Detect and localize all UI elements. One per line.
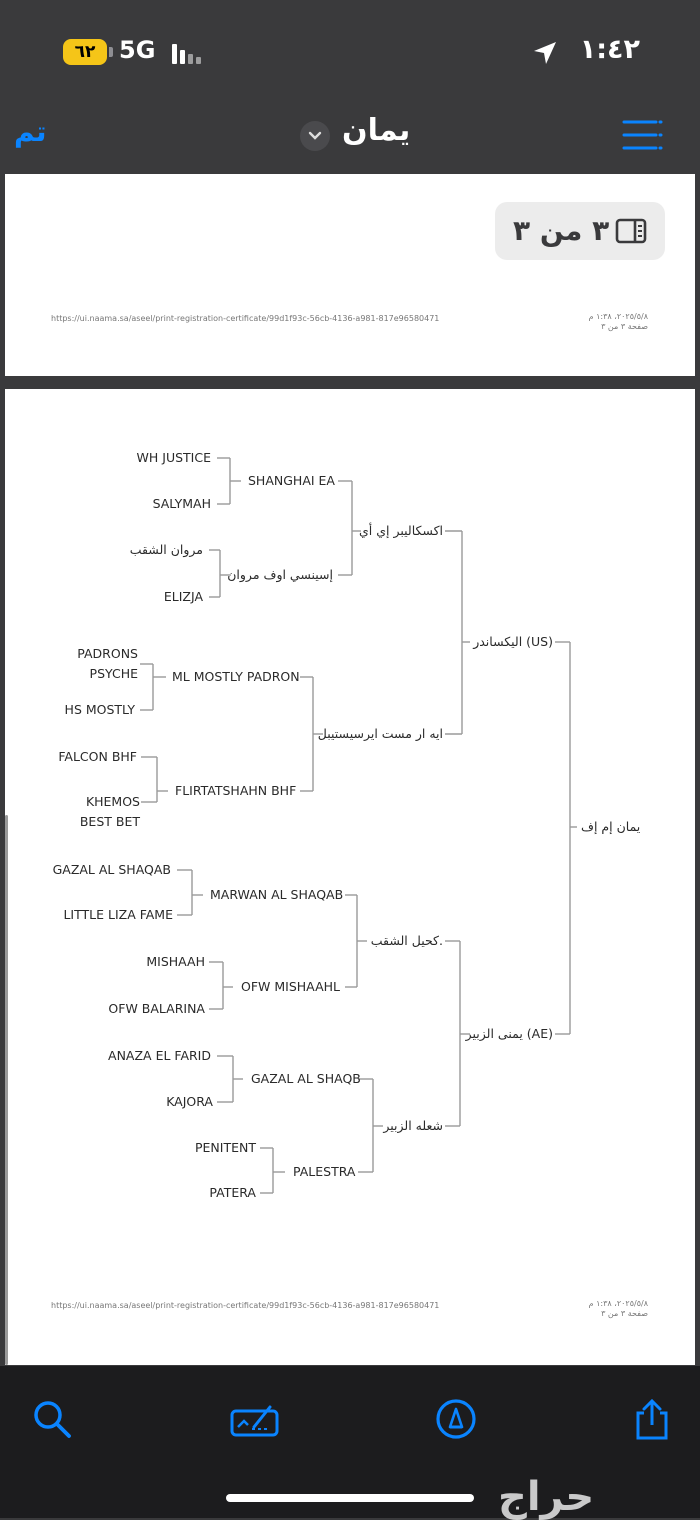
pedigree-g4-1: WH JUSTICE <box>136 450 211 465</box>
pedigree-g4-7: FALCON BHF <box>58 749 137 764</box>
pedigree-dam-sire: كحيل الشقب. <box>370 933 443 948</box>
footer-page-info <box>568 312 648 332</box>
footer-url-page3: https://ui.naama.sa/aseel/print-registration-certificate/99d1f93c-56cb-4136-a981-817e96580471 <box>51 1301 440 1310</box>
share-icon[interactable] <box>630 1397 674 1441</box>
pedigree-sire-dam: ايه ار مست ايرسيستيبل <box>317 726 443 741</box>
pedigree-g3-6: OFW MISHAAHL <box>241 979 340 994</box>
done-button[interactable]: تم <box>14 115 47 148</box>
footer-date: ٢٠٢٥/٥/٨، ١:٣٨ م <box>588 312 648 321</box>
annotate-signature-icon[interactable] <box>230 1397 280 1441</box>
pedigree-g3-3: ML MOSTLY PADRON <box>172 669 300 684</box>
pedigree-g3-4: FLIRTATSHAHN BHF <box>175 783 297 798</box>
pedigree-g4-15: PENITENT <box>195 1140 256 1155</box>
page-indicator-label: ٣ من ٣ <box>513 214 610 247</box>
pdf-page-previous <box>5 174 695 376</box>
pedigree-g3-2: إسينسي اوف مروان <box>227 567 333 582</box>
footer-url: https://ui.naama.sa/aseel/print-registration-certificate/99d1f93c-56cb-4136-a981-817e96580471 <box>51 314 440 323</box>
footer-page-info-page3 <box>568 1299 648 1319</box>
pedigree-g4-3: مروان الشقب <box>129 542 203 557</box>
battery-tip <box>109 47 113 57</box>
pedigree-chart <box>5 389 695 1365</box>
signal-icon <box>172 44 202 64</box>
list-menu-icon[interactable] <box>620 118 664 152</box>
footer-date-page3: ٢٠٢٥/٥/٨، ١:٣٨ م <box>588 1299 648 1308</box>
pedigree-subject: يمان إم إف <box>581 819 641 834</box>
pedigree-g3-7: GAZAL AL SHAQB <box>251 1071 361 1086</box>
markup-pen-icon[interactable] <box>434 1397 478 1441</box>
battery-indicator: ٦٢ <box>63 39 107 65</box>
pdf-page-pedigree <box>5 389 695 1365</box>
pedigree-dam-dam: شعله الزبير <box>383 1118 443 1133</box>
pedigree-g4-5: PADRONS PSYCHE <box>77 646 138 681</box>
page-indicator <box>495 202 665 260</box>
scroll-indicator[interactable] <box>5 815 8 1365</box>
document-title: يمان <box>342 113 411 148</box>
footer-page: صفحة ٣ من ٣ <box>601 322 648 331</box>
title-menu-button[interactable] <box>300 121 330 151</box>
footer-page-page3: صفحة ٣ من ٣ <box>601 1309 648 1318</box>
pedigree-g4-11: MISHAAH <box>146 954 205 969</box>
pedigree-g4-6: HS MOSTLY <box>64 702 135 717</box>
pedigree-g4-9: GAZAL AL SHAQAB <box>52 862 171 877</box>
pedigree-g4-16: PATERA <box>209 1185 256 1200</box>
pedigree-dam: يمنى الزبير (AE) <box>465 1026 553 1041</box>
pedigree-g4-10: LITTLE LIZA FAME <box>63 907 173 922</box>
search-icon[interactable] <box>30 1397 74 1441</box>
pedigree-labels <box>53 450 641 1200</box>
pedigree-g4-14: KAJORA <box>166 1094 213 1109</box>
pedigree-g3-8: PALESTRA <box>293 1164 356 1179</box>
chevron-down-icon <box>300 121 330 151</box>
home-indicator <box>226 1494 474 1502</box>
pedigree-g4-12: OFW BALARINA <box>108 1001 205 1016</box>
pedigree-g4-13: ANAZA EL FARID <box>108 1048 211 1063</box>
pedigree-g4-4: ELIZJA <box>163 589 203 604</box>
pedigree-g3-5: MARWAN AL SHAQAB <box>210 887 344 902</box>
status-bar <box>0 0 700 100</box>
watermark-logo: حراج <box>498 1474 595 1520</box>
page-thumbnail-icon <box>615 218 647 244</box>
pedigree-g4-2: SALYMAH <box>152 496 211 511</box>
network-label: 5G <box>119 36 156 64</box>
clock: ١:٤٢ <box>579 34 640 65</box>
pedigree-g4-8: KHEMOS BEST BET <box>79 794 140 829</box>
pedigree-sire-sire: اكسكاليبر إي أي <box>359 523 443 538</box>
pedigree-g3-1: SHANGHAI EA <box>248 473 335 488</box>
location-arrow-icon <box>532 40 558 66</box>
pedigree-sire: اليكساندر (US) <box>473 634 553 649</box>
